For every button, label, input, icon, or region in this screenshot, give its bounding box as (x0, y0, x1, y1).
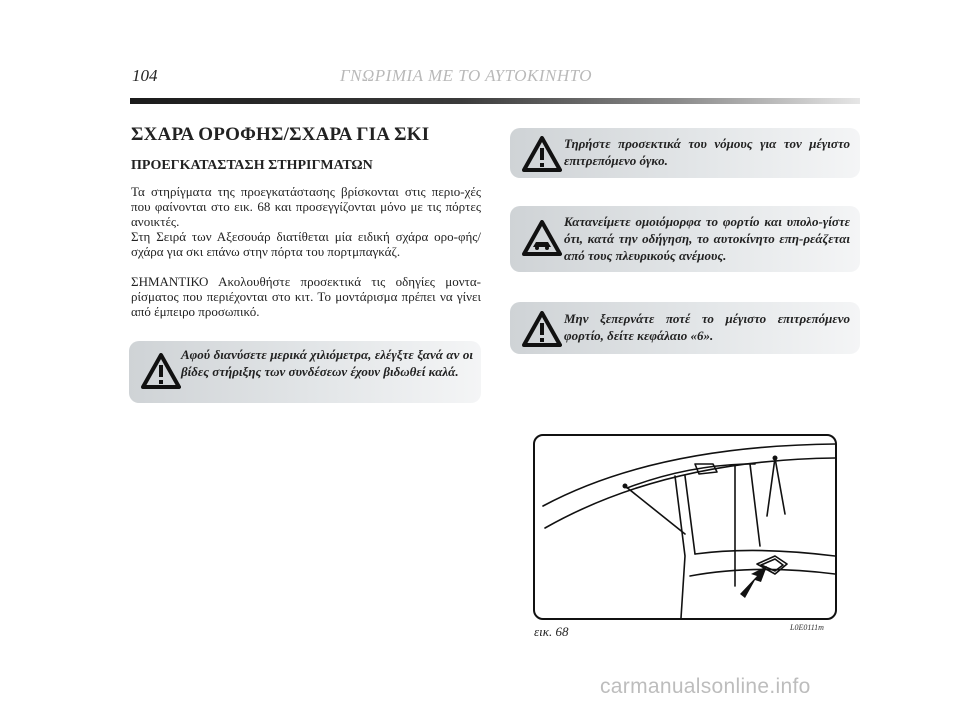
warning-triangle-icon (522, 136, 562, 172)
warning-triangle-icon (522, 311, 562, 347)
car-warning-triangle-icon (522, 220, 562, 256)
warning-box-load (510, 206, 860, 272)
left-column (131, 124, 481, 319)
subsection-title: ΠΡΟΕΓΚΑΤΑΣΤΑΣΗ ΣΤΗΡΙΓΜΑΤΩΝ (131, 158, 373, 173)
paragraph-accessories: Στη Σειρά των Αξεσουάρ διατίθεται μία ειδική σχάρα ορο-φής/σχάρα για σκι επάνω στην πόρτα του πορτμπαγκάζ. (131, 229, 481, 259)
watermark: carmanualsonline.info (600, 675, 811, 698)
section-title: ΓΝΩΡΙΜΙΑ ΜΕ ΤΟ ΑΥΤΟΚΙΝΗΤΟ (340, 66, 593, 85)
warning-text: Τηρήστε προσεκτικά του νόμους για τον μέγιστο επιτρεπόμενο όγκο. (564, 136, 850, 168)
warning-text: Αφού διανύσετε μερικά χιλιόμετρα, ελέγξτε ξανά αν οι βίδες στήριξης των συνδέσεων έχουν βιδωθεί καλά. (181, 347, 473, 379)
warning-triangle-icon (141, 353, 181, 389)
figure-code: L0E0111m (790, 623, 824, 632)
page-title: ΣΧΑΡΑ ΟΡΟΦΗΣ/ΣΧΑΡΑ ΓΙΑ ΣΚΙ (131, 124, 430, 145)
warning-text: Μην ξεπερνάτε ποτέ το μέγιστο επιτρεπόμενο φορτίο, δείτε κεφάλαιο «6». (564, 311, 850, 343)
paragraph-important: ΣΗΜΑΝΤΙΚΟ Ακολουθήστε προσεκτικά τις οδηγίες μοντα-ρίσματος που περιέχονται στο κιτ. Το μοντάρισμα πρέπει να γίνει από έμπειρο προσωπικό. (131, 274, 481, 319)
figure-68 (533, 434, 837, 620)
paragraph-supports: Τα στηρίγματα της προεγκατάστασης βρίσκονται στις περιο-χές που φαίνονται στο εικ. 68 και προσεγγίζονται μόνο με τις πόρτες ανοικτές. (131, 184, 481, 229)
page-header (132, 66, 862, 86)
header-rule (130, 98, 860, 104)
page-number: 104 (132, 66, 158, 85)
figure-caption: εικ. 68 (534, 624, 569, 639)
warning-box-screws (129, 341, 481, 403)
warning-box-max-load (510, 302, 860, 354)
roof-rack-illustration (535, 436, 835, 618)
warning-text: Κατανείμετε ομοιόμορφα το φορτίο και υπολο-γίστε ότι, κατά την οδήγηση, το αυτοκίνητο επη-ρεάζεται από τους πλευρικούς ανέμους. (564, 214, 850, 263)
warning-box-volume (510, 128, 860, 178)
